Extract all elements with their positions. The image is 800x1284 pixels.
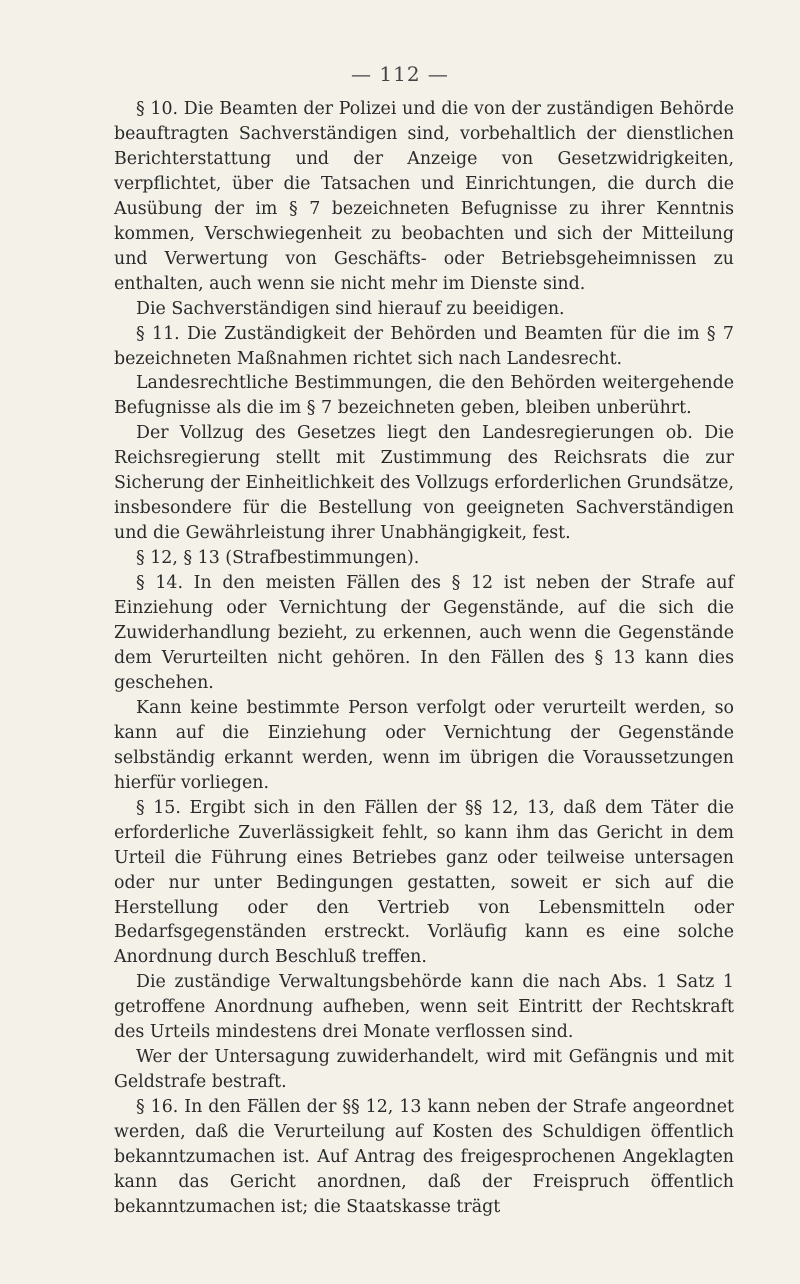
paragraph-section-12-13: § 12, § 13 (Strafbestimmungen). (136, 548, 420, 569)
paragraph-section-14: § 14. In den meisten Fällen des § 12 ist neben der Strafe auf Einziehung oder Vernichtung der Gegenstände, auf die sich die Zuwiderhandlung bezieht, zu erkennen, auch wenn die Gegenstände dem Verurteilten nicht gehören. In den Fällen des § 13 kann dies geschehen. (114, 573, 734, 693)
paragraph-section-16: § 16. In den Fällen der §§ 12, 13 kann neben der Strafe angeordnet werden, daß die Verurteilung auf Kosten des Schuldigen öffentlich bekanntzumachen ist. Auf Antrag des freigesprochenen Angeklagten kann das Gericht anordnen, daß der Freispruch öffentlich bekanntzumachen ist; die Staatskasse trägt (114, 1097, 734, 1217)
paragraph-enforcement: Der Vollzug des Gesetzes liegt den Landesregierungen ob. Die Reichsregierung stellt mit Zustimmung des Reichsrats die zur Sicherung der Einheitlichkeit des Vollzugs erforderlichen Grundsätze, insbesondere für die Bestellung von geeigneten Sachverständigen und die Gewährleistung ihrer Unabhängigkeit, fest. (114, 423, 734, 544)
paragraph-section-10: § 10. Die Beamten der Polizei und die von der zuständigen Behörde beauftragten Sachverständigen sind, vorbehaltlich der dienstlichen Berichterstattung und der Anzeige von Gesetzwidrigkeiten, verpflichtet, über die Tatsachen und Einrichtungen, die durch die Ausübung der im § 7 bezeichneten Befugnisse zu ihrer Kenntnis kommen, Verschwiegenheit zu beobachten und sich der Mitteilung und Verwertung von Geschäfts- oder Betriebsgeheimnissen zu enthalten, auch wenn sie nicht mehr im Dienste sind. (114, 99, 734, 294)
page-number-header: — 112 — (351, 62, 449, 86)
paragraph-penalty: Wer der Untersagung zuwiderhandelt, wird mit Gefängnis und mit Geldstrafe bestraft. (114, 1047, 734, 1093)
paragraph-section-15: § 15. Ergibt sich in den Fällen der §§ 12, 13, daß dem Täter die erforderliche Zuverlässigkeit fehlt, so kann ihm das Gericht in dem Urteil die Führung eines Betriebes ganz oder teilweise untersagen oder nur unter Bedingungen gestatten, soweit er sich auf die Herstellung oder den Vertrieb von Lebensmitteln oder Bedarfsgegenständen erstreckt. Vorläufig kann es eine solche Anordnung durch Beschluß treffen. (114, 797, 734, 968)
paragraph-state-law: Landesrechtliche Bestimmungen, die den Behörden weitergehende Befugnisse als die im § 7 bezeichneten geben, bleiben unberührt. (114, 373, 734, 419)
paragraph-revocation: Die zuständige Verwaltungsbehörde kann die nach Abs. 1 Satz 1 getroffene Anordnung aufheben, wenn seit Eintritt der Rechtskraft des Urteils mindestens drei Monate verflossen sind. (114, 972, 734, 1043)
paragraph-oath: Die Sachverständigen sind hierauf zu beeidigen. (136, 298, 565, 319)
paragraph-section-11: § 11. Die Zuständigkeit der Behörden und Beamten für die im § 7 bezeichneten Maßnahmen richtet sich nach Landesrecht. (114, 323, 734, 369)
body-text (114, 97, 734, 1220)
paragraph-independent-confiscation: Kann keine bestimmte Person verfolgt oder verurteilt werden, so kann auf die Einziehung oder Vernichtung der Gegenstände selbständig erkannt werden, wenn im übrigen die Voraussetzungen hierfür vorliegen. (114, 697, 734, 793)
